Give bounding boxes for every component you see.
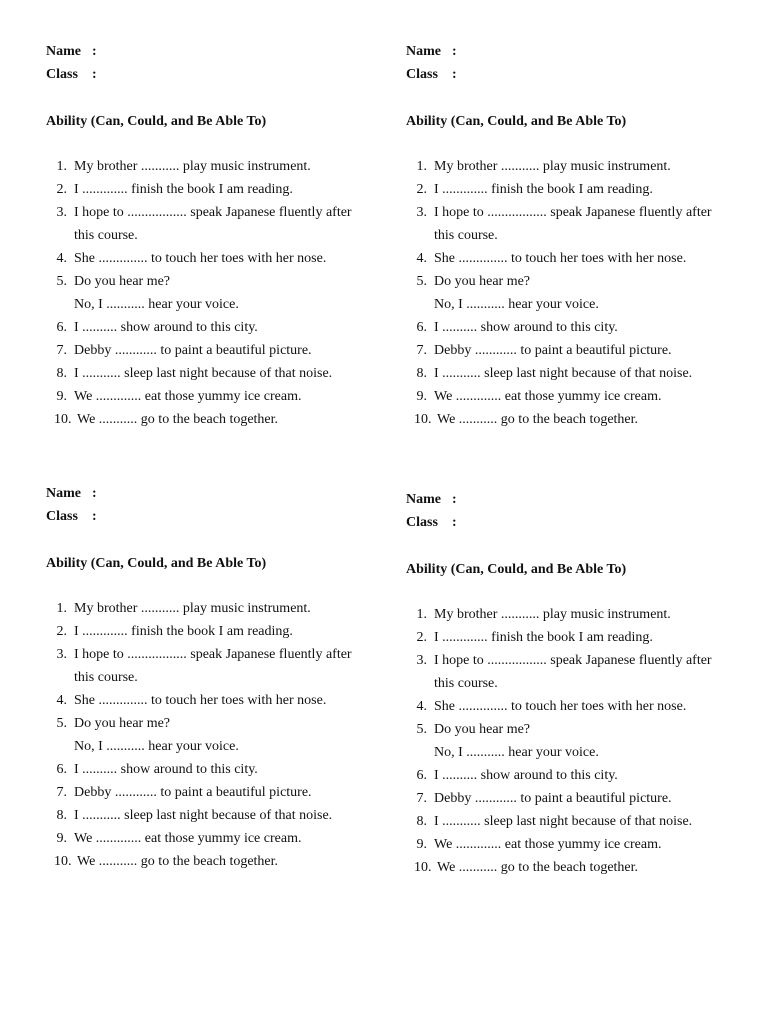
question-number: 2. (416, 630, 427, 645)
question-number: 4. (56, 693, 67, 708)
question-item (406, 339, 736, 362)
question-number: 1. (416, 159, 427, 174)
question-text: We ........... go to the beach together. (437, 412, 639, 427)
question-list (406, 155, 736, 431)
question-number: 10. (414, 412, 432, 427)
question-number: 7. (416, 343, 427, 358)
question-continuation: No, I ........... hear your voice. (74, 739, 239, 754)
question-continuation: this course. (74, 670, 138, 685)
question-text: I ........... sleep last night because of that noise. (74, 366, 333, 381)
class-colon: : (452, 67, 457, 82)
question-continuation: No, I ........... hear your voice. (434, 297, 599, 312)
name-label: Name (406, 44, 441, 59)
question-item (46, 385, 376, 408)
question-text: I ............. finish the book I am reading. (434, 182, 653, 197)
question-item (46, 712, 376, 758)
question-text: We ............. eat those yummy ice cream. (434, 837, 662, 852)
question-continuation: this course. (434, 228, 498, 243)
class-label: Class (406, 67, 438, 82)
question-text: I .......... show around to this city. (434, 320, 618, 335)
question-number: 5. (416, 274, 427, 289)
question-text: She .............. to touch her toes with her nose. (74, 693, 327, 708)
question-text: I ............. finish the book I am reading. (434, 630, 653, 645)
question-number: 5. (56, 274, 67, 289)
question-item (406, 695, 736, 718)
question-text: I ........... sleep last night because of that noise. (434, 814, 693, 829)
question-text: Do you hear me? (434, 274, 531, 289)
class-line (46, 505, 376, 528)
question-item (46, 643, 376, 689)
worksheet-top-right (406, 40, 736, 431)
question-text: I ........... sleep last night because of that noise. (74, 808, 333, 823)
question-item (406, 764, 736, 787)
worksheet-title: Ability (Can, Could, and Be Able To) (406, 114, 627, 129)
question-text: I .......... show around to this city. (74, 320, 258, 335)
question-text: I .......... show around to this city. (74, 762, 258, 777)
question-text: She .............. to touch her toes with her nose. (74, 251, 327, 266)
question-text: Debby ............ to paint a beautiful picture. (74, 343, 312, 358)
question-item (406, 155, 736, 178)
worksheet-title: Ability (Can, Could, and Be Able To) (46, 556, 267, 571)
question-item (46, 339, 376, 362)
worksheet-bottom-right (406, 488, 736, 879)
question-item (406, 408, 736, 431)
question-text: We ............. eat those yummy ice cream. (434, 389, 662, 404)
question-item (46, 597, 376, 620)
name-colon: : (92, 44, 97, 59)
question-item (46, 362, 376, 385)
question-number: 7. (56, 343, 67, 358)
question-number: 3. (56, 647, 67, 662)
question-number: 1. (416, 607, 427, 622)
name-line (46, 482, 376, 505)
question-number: 9. (416, 389, 427, 404)
question-item (406, 178, 736, 201)
question-item (406, 385, 736, 408)
question-number: 8. (56, 366, 67, 381)
question-item (406, 603, 736, 626)
question-item (406, 247, 736, 270)
question-item (46, 781, 376, 804)
question-item (46, 804, 376, 827)
class-line (406, 63, 736, 86)
question-text: I ............. finish the book I am reading. (74, 624, 293, 639)
class-line (46, 63, 376, 86)
question-item (46, 247, 376, 270)
name-line (46, 40, 376, 63)
worksheet-top-left (46, 40, 376, 431)
question-number: 2. (56, 182, 67, 197)
question-item (46, 155, 376, 178)
question-item (46, 408, 376, 431)
question-number: 6. (56, 762, 67, 777)
question-number: 9. (56, 831, 67, 846)
question-text: Debby ............ to paint a beautiful picture. (434, 791, 672, 806)
question-number: 10. (414, 860, 432, 875)
question-item (406, 649, 736, 695)
name-label: Name (406, 492, 441, 507)
question-item (406, 833, 736, 856)
question-number: 6. (416, 768, 427, 783)
question-text: Do you hear me? (434, 722, 531, 737)
question-number: 2. (56, 624, 67, 639)
question-number: 3. (416, 205, 427, 220)
question-number: 1. (56, 601, 67, 616)
name-line (406, 488, 736, 511)
question-number: 5. (56, 716, 67, 731)
question-number: 6. (56, 320, 67, 335)
question-text: I hope to ................. speak Japanese fluently after (74, 205, 352, 220)
question-item (46, 201, 376, 247)
question-item (46, 850, 376, 873)
question-text: I hope to ................. speak Japanese fluently after (434, 205, 712, 220)
name-colon: : (452, 492, 457, 507)
worksheet-title: Ability (Can, Could, and Be Able To) (46, 114, 267, 129)
question-item (406, 856, 736, 879)
question-number: 7. (416, 791, 427, 806)
question-item (406, 626, 736, 649)
question-item (46, 316, 376, 339)
name-line (406, 40, 736, 63)
question-text: I .......... show around to this city. (434, 768, 618, 783)
question-text: My brother ........... play music instrument. (74, 601, 311, 616)
question-number: 5. (416, 722, 427, 737)
class-label: Class (406, 515, 438, 530)
question-number: 3. (56, 205, 67, 220)
question-text: She .............. to touch her toes with her nose. (434, 699, 687, 714)
question-text: My brother ........... play music instrument. (434, 159, 671, 174)
question-text: Do you hear me? (74, 716, 171, 731)
question-text: We ............. eat those yummy ice cream. (74, 831, 302, 846)
question-text: We ........... go to the beach together. (437, 860, 639, 875)
question-number: 4. (56, 251, 67, 266)
question-text: My brother ........... play music instrument. (74, 159, 311, 174)
question-number: 8. (416, 366, 427, 381)
question-item (46, 689, 376, 712)
name-label: Name (46, 44, 81, 59)
question-item (406, 810, 736, 833)
class-label: Class (46, 67, 78, 82)
question-number: 4. (416, 699, 427, 714)
question-item (406, 270, 736, 316)
question-number: 9. (56, 389, 67, 404)
class-colon: : (452, 515, 457, 530)
question-item (46, 178, 376, 201)
question-number: 4. (416, 251, 427, 266)
question-text: Debby ............ to paint a beautiful picture. (74, 785, 312, 800)
question-number: 10. (54, 412, 72, 427)
name-label: Name (46, 486, 81, 501)
question-number: 6. (416, 320, 427, 335)
class-line (406, 511, 736, 534)
question-item (406, 787, 736, 810)
name-colon: : (92, 486, 97, 501)
question-item (46, 270, 376, 316)
question-text: Do you hear me? (74, 274, 171, 289)
question-number: 1. (56, 159, 67, 174)
question-text: I ........... sleep last night because of that noise. (434, 366, 693, 381)
question-number: 7. (56, 785, 67, 800)
worksheet-bottom-left (46, 482, 376, 873)
class-label: Class (46, 509, 78, 524)
question-text: She .............. to touch her toes with her nose. (434, 251, 687, 266)
question-list (46, 155, 376, 431)
question-number: 3. (416, 653, 427, 668)
question-text: We ........... go to the beach together. (77, 412, 279, 427)
question-continuation: No, I ........... hear your voice. (434, 745, 599, 760)
question-continuation: this course. (74, 228, 138, 243)
worksheet-title: Ability (Can, Could, and Be Able To) (406, 562, 627, 577)
question-continuation: No, I ........... hear your voice. (74, 297, 239, 312)
question-item (46, 758, 376, 781)
class-colon: : (92, 509, 97, 524)
question-item (46, 827, 376, 850)
class-colon: : (92, 67, 97, 82)
question-text: I hope to ................. speak Japanese fluently after (434, 653, 712, 668)
question-text: We ........... go to the beach together. (77, 854, 279, 869)
question-number: 9. (416, 837, 427, 852)
question-text: I hope to ................. speak Japanese fluently after (74, 647, 352, 662)
question-item (46, 620, 376, 643)
question-number: 10. (54, 854, 72, 869)
question-item (406, 362, 736, 385)
question-item (406, 201, 736, 247)
question-item (406, 316, 736, 339)
question-item (406, 718, 736, 764)
question-list (46, 597, 376, 873)
name-colon: : (452, 44, 457, 59)
question-number: 2. (416, 182, 427, 197)
question-text: Debby ............ to paint a beautiful picture. (434, 343, 672, 358)
question-number: 8. (416, 814, 427, 829)
question-list (406, 603, 736, 879)
question-text: My brother ........... play music instrument. (434, 607, 671, 622)
question-continuation: this course. (434, 676, 498, 691)
question-text: We ............. eat those yummy ice cream. (74, 389, 302, 404)
question-number: 8. (56, 808, 67, 823)
question-text: I ............. finish the book I am reading. (74, 182, 293, 197)
